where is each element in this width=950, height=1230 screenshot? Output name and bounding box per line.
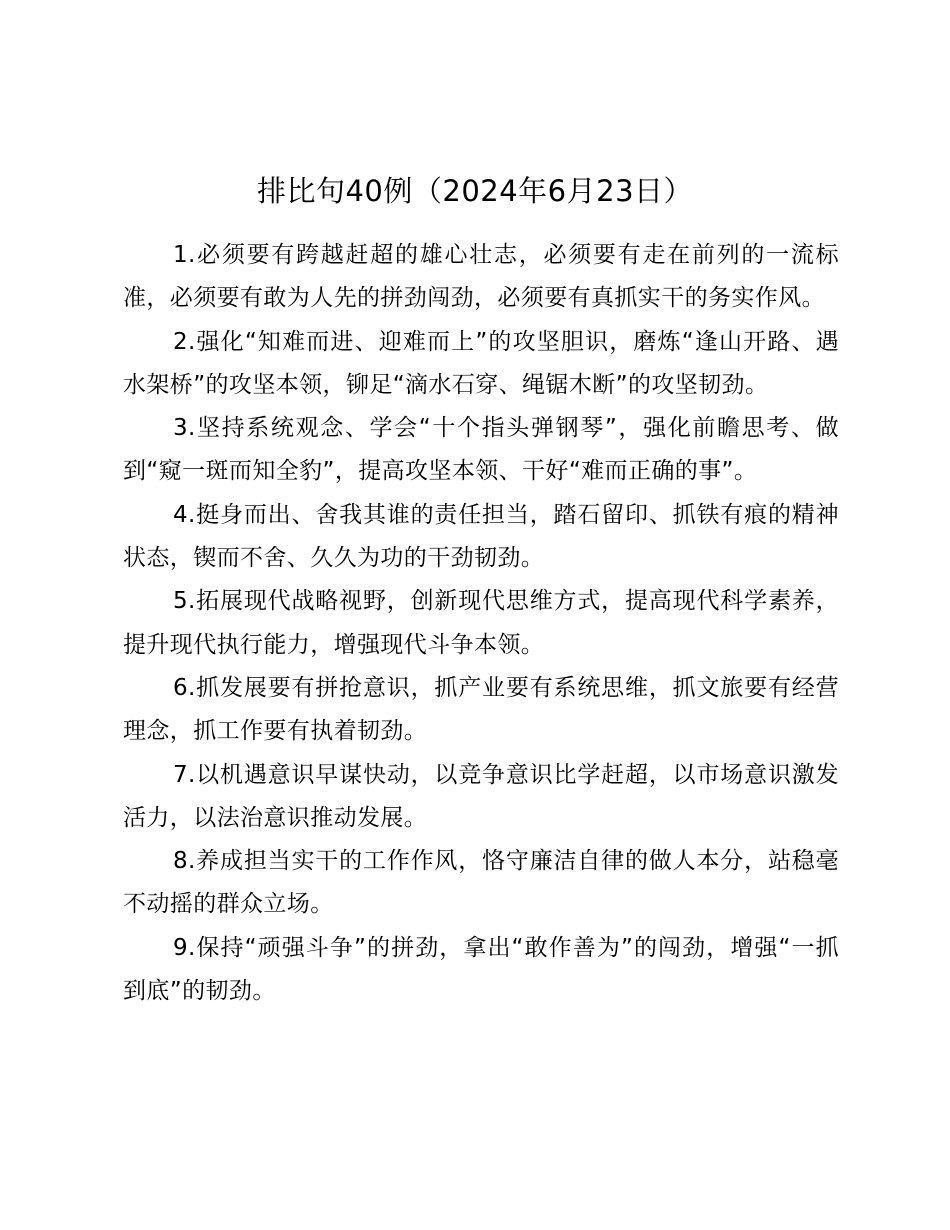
- paragraph: 2.强化“知难而进、迎难而上”的攻坚胆识，磨炼“逢山开路、遇水架桥”的攻坚本领，铆足“滴水石穿、绳锯木断”的攻坚韧劲。: [123, 328, 839, 398]
- paragraph: 6.抓发展要有拼抢意识，抓产业要有系统思维，抓文旅要有经营理念，抓工作要有执着韧劲。: [123, 674, 839, 745]
- document-title: 排比句40例（2024年6月23日）: [256, 174, 694, 208]
- paragraph: 9.保持“顽强斗争”的拼劲，拿出“敢作善为”的闯劲，增强“一抓到底”的韧劲。: [123, 934, 839, 1005]
- paragraph: 7.以机遇意识早谋快动，以竞争意识比学赶超，以市场意识激发活力，以法治意识推动发展。: [123, 761, 839, 831]
- paragraph: 5.拓展现代战略视野，创新现代思维方式，提高现代科学素养，提升现代执行能力，增强现代斗争本领。: [123, 588, 839, 658]
- paragraph: 1.必须要有跨越赶超的雄心壮志，必须要有走在前列的一流标准，必须要有敢为人先的拼劲闯劲，必须要有真抓实干的务实作风。: [123, 242, 839, 312]
- paragraph: 8.养成担当实干的工作作风，恪守廉洁自律的做人本分，站稳毫不动摇的群众立场。: [123, 848, 839, 918]
- paragraph: 3.坚持系统观念、学会“十个指头弹钢琴”，强化前瞻思考、做到“窥一斑而知全豹”，提高攻坚本领、干好“难而正确的事”。: [123, 415, 839, 485]
- paragraph: 4.挺身而出、舍我其谁的责任担当，踏石留印、抓铁有痕的精神状态，锲而不舍、久久为功的干劲韧劲。: [123, 501, 839, 572]
- document-body: [123, 234, 839, 1013]
